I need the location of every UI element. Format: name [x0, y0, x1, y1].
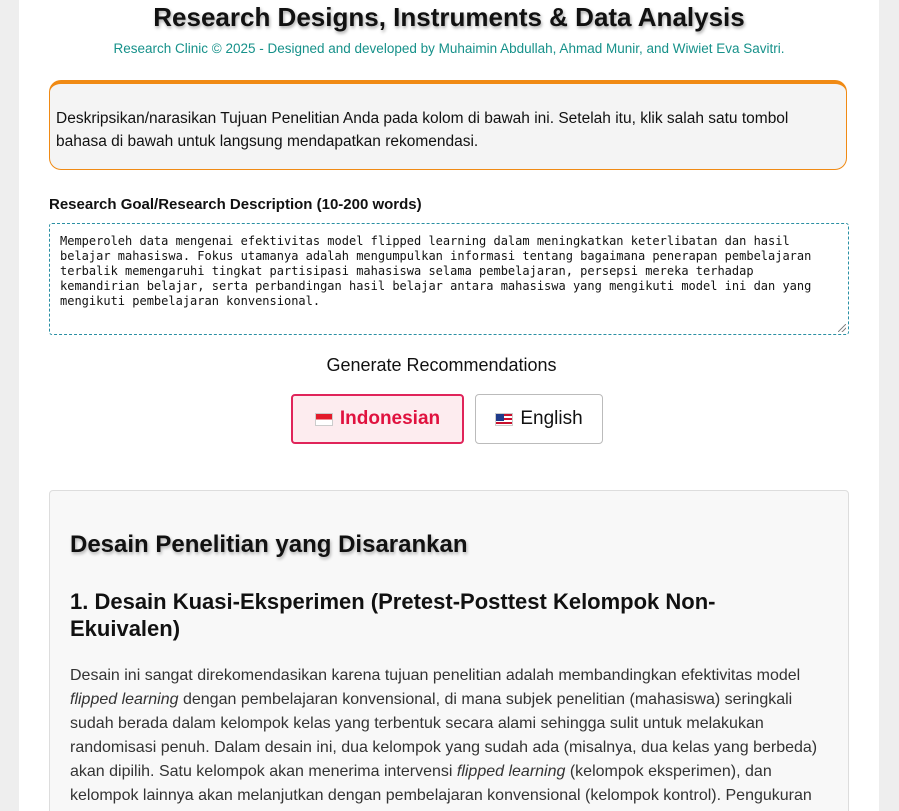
- english-button-label: English: [520, 408, 583, 429]
- goal-textarea[interactable]: [49, 223, 849, 335]
- goal-textarea-value: Memperoleh data mengenai efektivitas model flipped learning dalam meningkatkan keterlibatan dan hasil belajar mahasiswa. Fokus utamanya adalah mengumpulkan informasi tentang bagaimana penerapan pembelajaran terbalik memengaruhi tingkat partisipasi mahasiswa selama pembelajaran, persepsi mereka terhadap kemandirian belajar, serta perbandingan hasil belajar antara mahasiswa yang mengikuti model ini dan yang mengikuti pembelajaran konvensional.: [60, 234, 812, 308]
- recommendation-heading: Desain Penelitian yang Disarankan: [70, 531, 468, 558]
- resize-handle-icon[interactable]: [838, 324, 846, 332]
- page-subtitle: Research Clinic © 2025 - Designed and developed by Muhaimin Abdullah, Ahmad Munir, and Wiwiet Eva Savitri.: [113, 41, 785, 56]
- instruction-text: Deskripsikan/narasikan Tujuan Penelitian Anda pada kolom di bawah ini. Setelah itu, klik salah satu tombol bahasa di bawah untuk langsung mendapatkan rekomendasi.: [56, 110, 789, 150]
- design-title: 1. Desain Kuasi-Eksperimen (Pretest-Posttest Kelompok Non-Ekuivalen): [70, 589, 716, 641]
- us-flag-icon: [495, 413, 513, 426]
- generate-title: Generate Recommendations: [326, 355, 557, 375]
- indonesian-button-label: Indonesian: [339, 408, 441, 429]
- description-emphasis-2: flipped learning: [456, 763, 566, 780]
- indonesian-button[interactable]: [291, 394, 464, 444]
- goal-field-label: Research Goal/Research Description (10-200 words): [49, 196, 422, 213]
- recommendation-panel: [49, 490, 849, 811]
- indonesia-flag-icon: [315, 413, 333, 426]
- english-button[interactable]: [475, 394, 603, 444]
- description-text-2: dengan pembelajaran konvensional, di mana subjek penelitian (mahasiswa) seringkali sudah berada dalam kelompok kelas yang terbentuk secara alami sehingga sulit untuk melakukan randomisasi penuh. Dalam desain ini, dua kelompok yang sudah ada (misalnya, dua kelas yang berbeda) akan dipilih. Satu kelompok akan menerima intervensi: [70, 691, 818, 780]
- page-title: Research Designs, Instruments & Data Analysis: [153, 2, 745, 32]
- design-description: [70, 664, 830, 808]
- description-text-1: Desain ini sangat direkomendasikan karena tujuan penelitian adalah membandingkan efektivitas model: [70, 667, 801, 684]
- instruction-box: [49, 80, 847, 170]
- page: [19, 0, 879, 811]
- description-emphasis-1: flipped learning: [70, 691, 179, 708]
- description-text-3: (kelompok eksperimen), dan kelompok lainnya akan melanjutkan dengan pembelajaran konvensional (kelompok kontrol). Pengukuran: [70, 763, 812, 804]
